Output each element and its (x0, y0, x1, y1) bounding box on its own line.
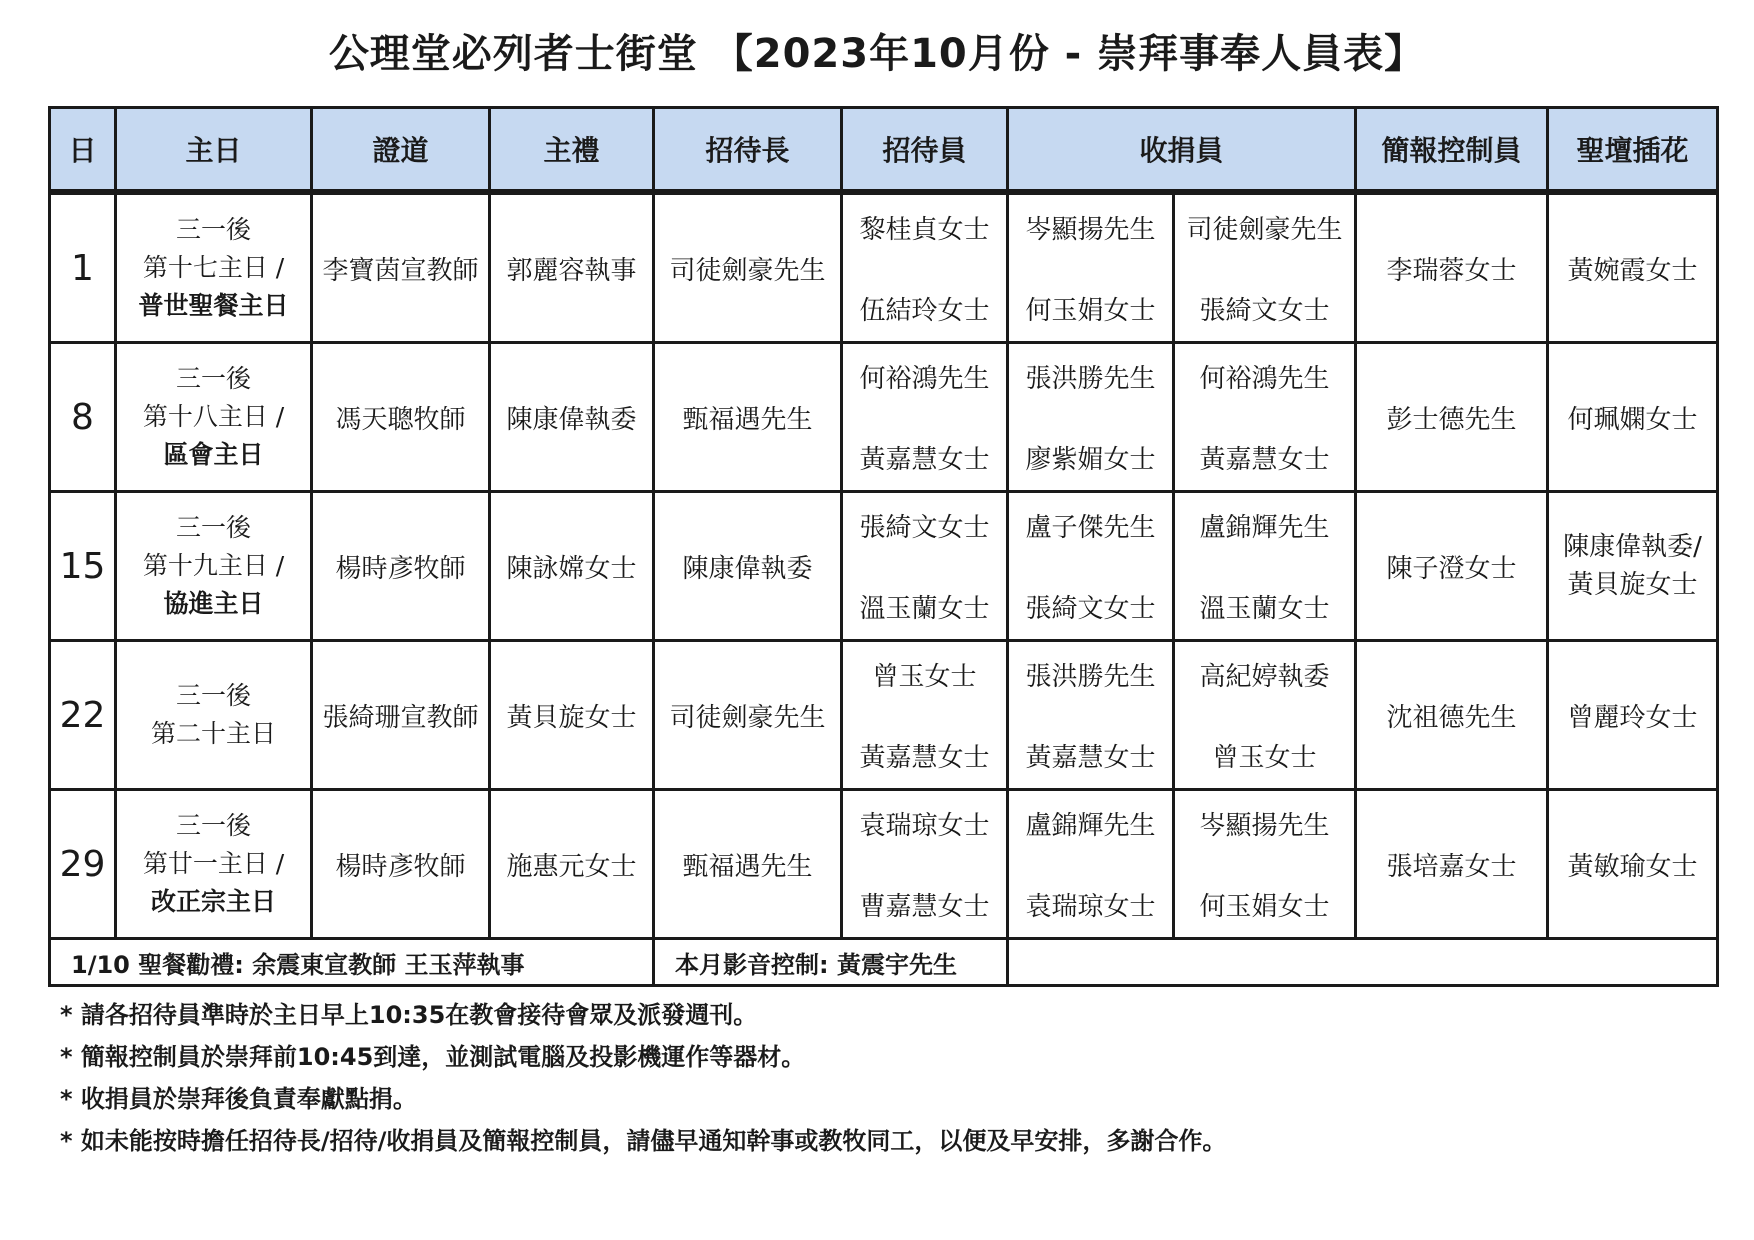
day-number: 8 (50, 343, 116, 492)
collector-name: 張洪勝先生 (1025, 364, 1156, 394)
header-flowers: 聖壇插花 (1548, 108, 1718, 193)
collector-name: 張綺文女士 (1025, 594, 1156, 624)
preacher-cell: 張綺珊宣教師 (312, 641, 490, 790)
day-number: 29 (50, 790, 116, 939)
sunday-line: 三一後 (175, 364, 251, 393)
header-collectors: 收捐員 (1008, 108, 1356, 193)
day-number: 15 (50, 492, 116, 641)
officiant-cell: 郭麗容執事 (490, 192, 654, 343)
usher-cell (842, 492, 1008, 641)
collector-name: 高紀婷執委 (1199, 662, 1330, 692)
usher-name: 袁瑞琼女士 (859, 811, 990, 841)
collector-cell (1174, 343, 1356, 492)
presentation-cell: 張培嘉女士 (1356, 790, 1548, 939)
head-usher-cell: 甄福遇先生 (654, 343, 842, 492)
flowers-cell (1548, 492, 1718, 641)
flowers-cell: 黃敏瑜女士 (1548, 790, 1718, 939)
flowers-cell: 何珮嫻女士 (1548, 343, 1718, 492)
collector-name: 張綺文女士 (1199, 296, 1330, 326)
flowers-cell: 黃婉霞女士 (1548, 192, 1718, 343)
collector-name: 司徒劍豪先生 (1186, 215, 1343, 245)
header-day: 日 (50, 108, 116, 193)
notes (60, 995, 1226, 1163)
collector-cell (1008, 492, 1174, 641)
collector-cell (1008, 192, 1174, 343)
page-title: 公理堂必列者士街堂 【2023年10月份 - 崇拜事奉人員表】 (328, 31, 1426, 77)
officiant-cell: 黃貝旋女士 (490, 641, 654, 790)
collector-name: 盧子傑先生 (1025, 513, 1156, 543)
sunday-special: 改正宗主日 (150, 887, 276, 916)
usher-name: 張綺文女士 (859, 513, 990, 543)
usher-name: 黃嘉慧女士 (859, 445, 990, 475)
sunday-line: 第十八主日 / (142, 402, 285, 431)
collector-name: 袁瑞琼女士 (1025, 892, 1156, 922)
usher-name: 黃嘉慧女士 (859, 743, 990, 773)
sunday-name (116, 790, 312, 939)
collector-cell (1008, 343, 1174, 492)
note-line: * 簡報控制員於崇拜前10:45到達，並測試電腦及投影機運作等器材。 (60, 1043, 806, 1071)
header-preacher: 證道 (312, 108, 490, 193)
usher-name: 曾玉女士 (872, 662, 977, 692)
sunday-name (116, 641, 312, 790)
day-number: 1 (50, 192, 116, 343)
collector-name: 黃嘉慧女士 (1199, 445, 1330, 475)
communion-note: 1/10 聖餐勸禮: 余震東宣教師 王玉萍執事 (50, 939, 654, 986)
usher-cell (842, 641, 1008, 790)
table-row (50, 790, 1718, 939)
roster-table (48, 106, 1719, 987)
collector-name: 何裕鴻先生 (1199, 364, 1330, 394)
sunday-name (116, 492, 312, 641)
collector-name: 岑顯揚先生 (1025, 215, 1156, 245)
footer-row (50, 939, 1718, 986)
collector-name: 張洪勝先生 (1025, 662, 1156, 692)
note-line: * 收捐員於崇拜後負責奉獻點捐。 (60, 1085, 417, 1113)
header-head-usher: 招待長 (654, 108, 842, 193)
usher-cell (842, 790, 1008, 939)
sunday-line: 三一後 (175, 811, 251, 840)
sunday-line: 第十九主日 / (142, 551, 285, 580)
usher-name: 何裕鴻先生 (859, 364, 990, 394)
preacher-cell: 李寶茵宣教師 (312, 192, 490, 343)
preacher-cell: 馮天聰牧師 (312, 343, 490, 492)
flowers-name: 黃貝旋女士 (1567, 570, 1698, 600)
flowers-cell: 曾麗玲女士 (1548, 641, 1718, 790)
collector-cell (1174, 492, 1356, 641)
head-usher-cell: 陳康偉執委 (654, 492, 842, 641)
usher-cell (842, 192, 1008, 343)
header-sunday: 主日 (116, 108, 312, 193)
footer-empty (1008, 939, 1718, 986)
collector-name: 何玉娟女士 (1025, 296, 1156, 326)
usher-name: 伍結玲女士 (859, 296, 990, 326)
sunday-line: 第廿一主日 / (142, 849, 285, 878)
collector-cell (1008, 641, 1174, 790)
usher-cell (842, 343, 1008, 492)
presentation-cell: 彭士德先生 (1356, 343, 1548, 492)
sunday-name (116, 343, 312, 492)
collector-name: 盧錦輝先生 (1199, 513, 1330, 543)
usher-name: 黎桂貞女士 (859, 215, 990, 245)
note-line: * 請各招待員準時於主日早上10:35在教會接待會眾及派發週刊。 (60, 1001, 758, 1029)
officiant-cell: 陳詠嫦女士 (490, 492, 654, 641)
day-number: 22 (50, 641, 116, 790)
collector-cell (1174, 790, 1356, 939)
preacher-cell: 楊時彥牧師 (312, 790, 490, 939)
head-usher-cell: 司徒劍豪先生 (654, 641, 842, 790)
note-line: * 如未能按時擔任招待長/招待/收捐員及簡報控制員，請儘早通知幹事或教牧同工，以便及早安排，多謝合作。 (60, 1127, 1227, 1155)
collector-name: 盧錦輝先生 (1025, 811, 1156, 841)
table-row (50, 492, 1718, 641)
table-row (50, 192, 1718, 343)
sunday-special: 普世聖餐主日 (138, 291, 289, 320)
presentation-cell: 陳子澄女士 (1356, 492, 1548, 641)
collector-cell (1008, 790, 1174, 939)
collector-name: 曾玉女士 (1212, 743, 1317, 773)
presentation-cell: 沈祖德先生 (1356, 641, 1548, 790)
collector-name: 岑顯揚先生 (1199, 811, 1330, 841)
table-row (50, 343, 1718, 492)
head-usher-cell: 甄福遇先生 (654, 790, 842, 939)
table-row (50, 641, 1718, 790)
usher-name: 溫玉蘭女士 (859, 594, 990, 624)
sunday-line: 第二十主日 (150, 719, 276, 748)
header-ushers: 招待員 (842, 108, 1008, 193)
sunday-line: 三一後 (175, 215, 251, 244)
officiant-cell: 陳康偉執委 (490, 343, 654, 492)
presentation-cell: 李瑞蓉女士 (1356, 192, 1548, 343)
header-row (50, 108, 1718, 193)
collector-name: 何玉娟女士 (1199, 892, 1330, 922)
collector-cell (1174, 641, 1356, 790)
sunday-line: 三一後 (175, 513, 251, 542)
sunday-special: 區會主日 (163, 440, 264, 469)
preacher-cell: 楊時彥牧師 (312, 492, 490, 641)
collector-name: 黃嘉慧女士 (1025, 743, 1156, 773)
header-presentation: 簡報控制員 (1356, 108, 1548, 193)
officiant-cell: 施惠元女士 (490, 790, 654, 939)
head-usher-cell: 司徒劍豪先生 (654, 192, 842, 343)
sunday-special: 協進主日 (163, 589, 264, 618)
collector-name: 溫玉蘭女士 (1199, 594, 1330, 624)
flowers-name: 陳康偉執委/ (1563, 532, 1702, 562)
sunday-name (116, 192, 312, 343)
collector-name: 廖紫媚女士 (1025, 445, 1156, 475)
sunday-line: 三一後 (175, 681, 251, 710)
usher-name: 曹嘉慧女士 (859, 892, 990, 922)
header-officiant: 主禮 (490, 108, 654, 193)
sunday-line: 第十七主日 / (142, 253, 285, 282)
collector-cell (1174, 192, 1356, 343)
av-control-note: 本月影音控制: 黃震宇先生 (654, 939, 1008, 986)
